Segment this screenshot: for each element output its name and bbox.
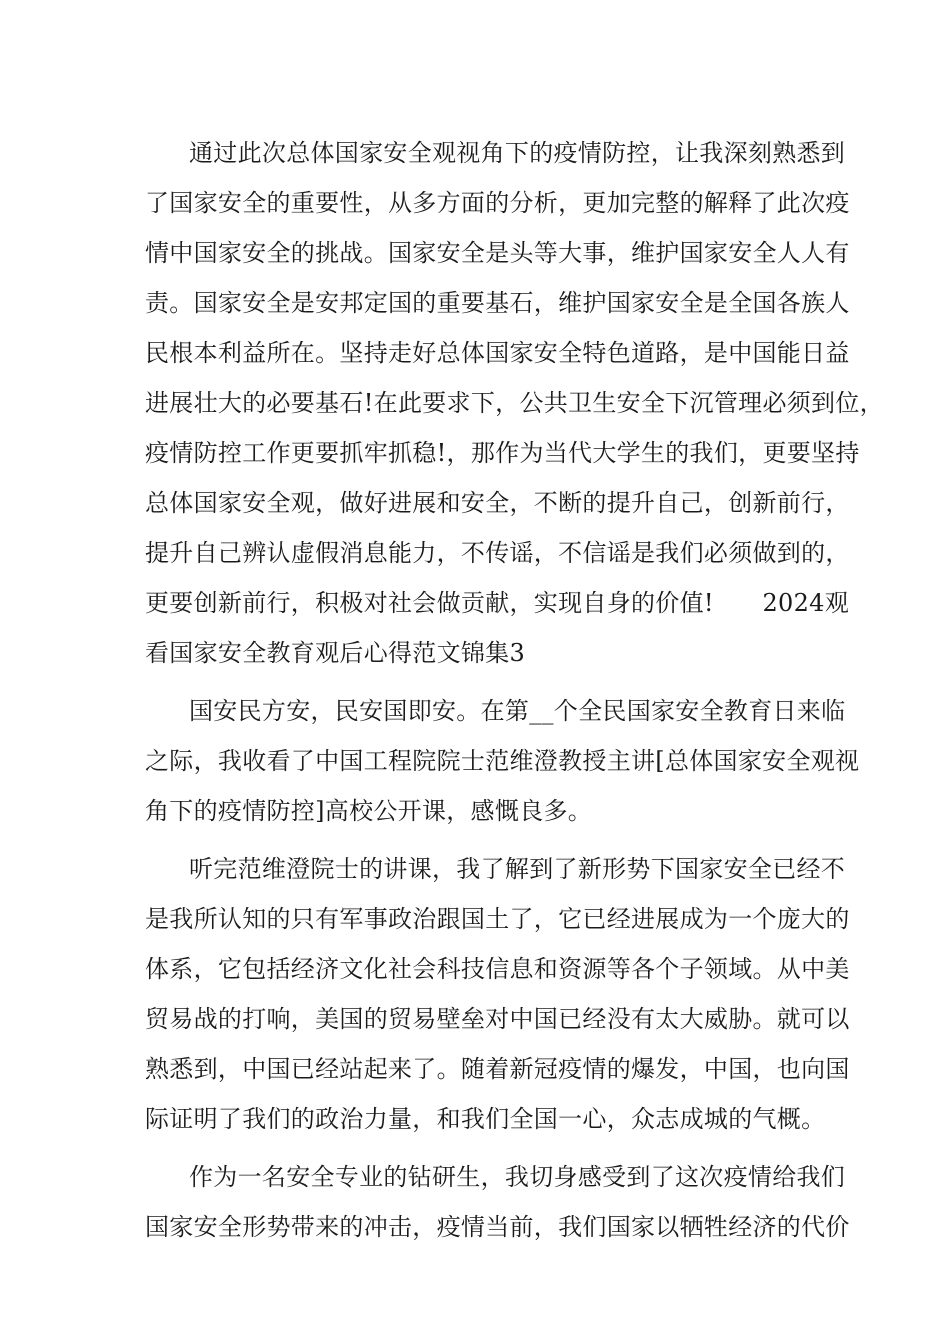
text-line: 提升自己辨认虚假消息能力，不传谣，不信谣是我们必须做到的， [145, 539, 850, 567]
text-line: 是我所认知的只有军事政治跟国土了，它已经进展成为一个庞大的 [145, 905, 850, 933]
text-line: 之际，我收看了中国工程院院士范维澄教授主讲[总体国家安全观视 [145, 747, 860, 775]
paragraph-3 [145, 844, 850, 1144]
text-line: 通过此次总体国家安全观视角下的疫情防控，让我深刻熟悉到 [189, 139, 846, 167]
text-line: 国安民方安，民安国即安。在第__个全民国家安全教育日来临 [189, 697, 846, 725]
text-line: 熟悉到，中国已经站起来了。随着新冠疫情的爆发，中国，也向国 [145, 1055, 850, 1083]
text-line: 听完范维澄院士的讲课，我了解到了新形势下国家安全已经不 [189, 855, 846, 883]
text-line: 体系，它包括经济文化社会科技信息和资源等各个子领域。从中美 [145, 955, 850, 983]
paragraph-1 [145, 128, 884, 678]
text-line: 贸易战的打响，美国的贸易壁垒对中国已经没有太大威胁。就可以 [145, 1005, 850, 1033]
text-line: 国家安全形势带来的冲击，疫情当前，我们国家以牺牲经济的代价 [145, 1213, 850, 1241]
section-heading-line: 看国家安全教育观后心得范文锦集3 [145, 639, 526, 667]
text-line: 角下的疫情防控]高校公开课，感慨良多。 [145, 797, 593, 825]
text-line: 疫情防控工作更要抓牢抓稳!，那作为当代大学生的我们，更要坚持 [145, 439, 860, 467]
text-line: 进展壮大的必要基石!在此要求下，公共卫生安全下沉管理必须到位， [145, 389, 884, 417]
text-line: 责。国家安全是安邦定国的重要基石，维护国家安全是全国各族人 [145, 289, 850, 317]
text-line: 总体国家安全观，做好进展和安全，不断的提升自己，创新前行， [145, 489, 850, 517]
text-line: 情中国家安全的挑战。国家安全是头等大事，维护国家安全人人有 [145, 239, 850, 267]
text-line: 作为一名安全专业的钻研生，我切身感受到了这次疫情给我们 [189, 1163, 846, 1191]
paragraph-4 [145, 1152, 850, 1252]
text-line: 更要创新前行，积极对社会做贡献，实现自身的价值! 2024观 [145, 589, 850, 617]
text-line: 了国家安全的重要性，从多方面的分析，更加完整的解释了此次疫 [145, 189, 850, 217]
document-body [145, 128, 884, 1252]
paragraph-2 [145, 686, 860, 836]
text-line: 民根本利益所在。坚持走好总体国家安全特色道路，是中国能日益 [145, 339, 850, 367]
text-line: 际证明了我们的政治力量，和我们全国一心，众志成城的气概。 [145, 1105, 826, 1133]
